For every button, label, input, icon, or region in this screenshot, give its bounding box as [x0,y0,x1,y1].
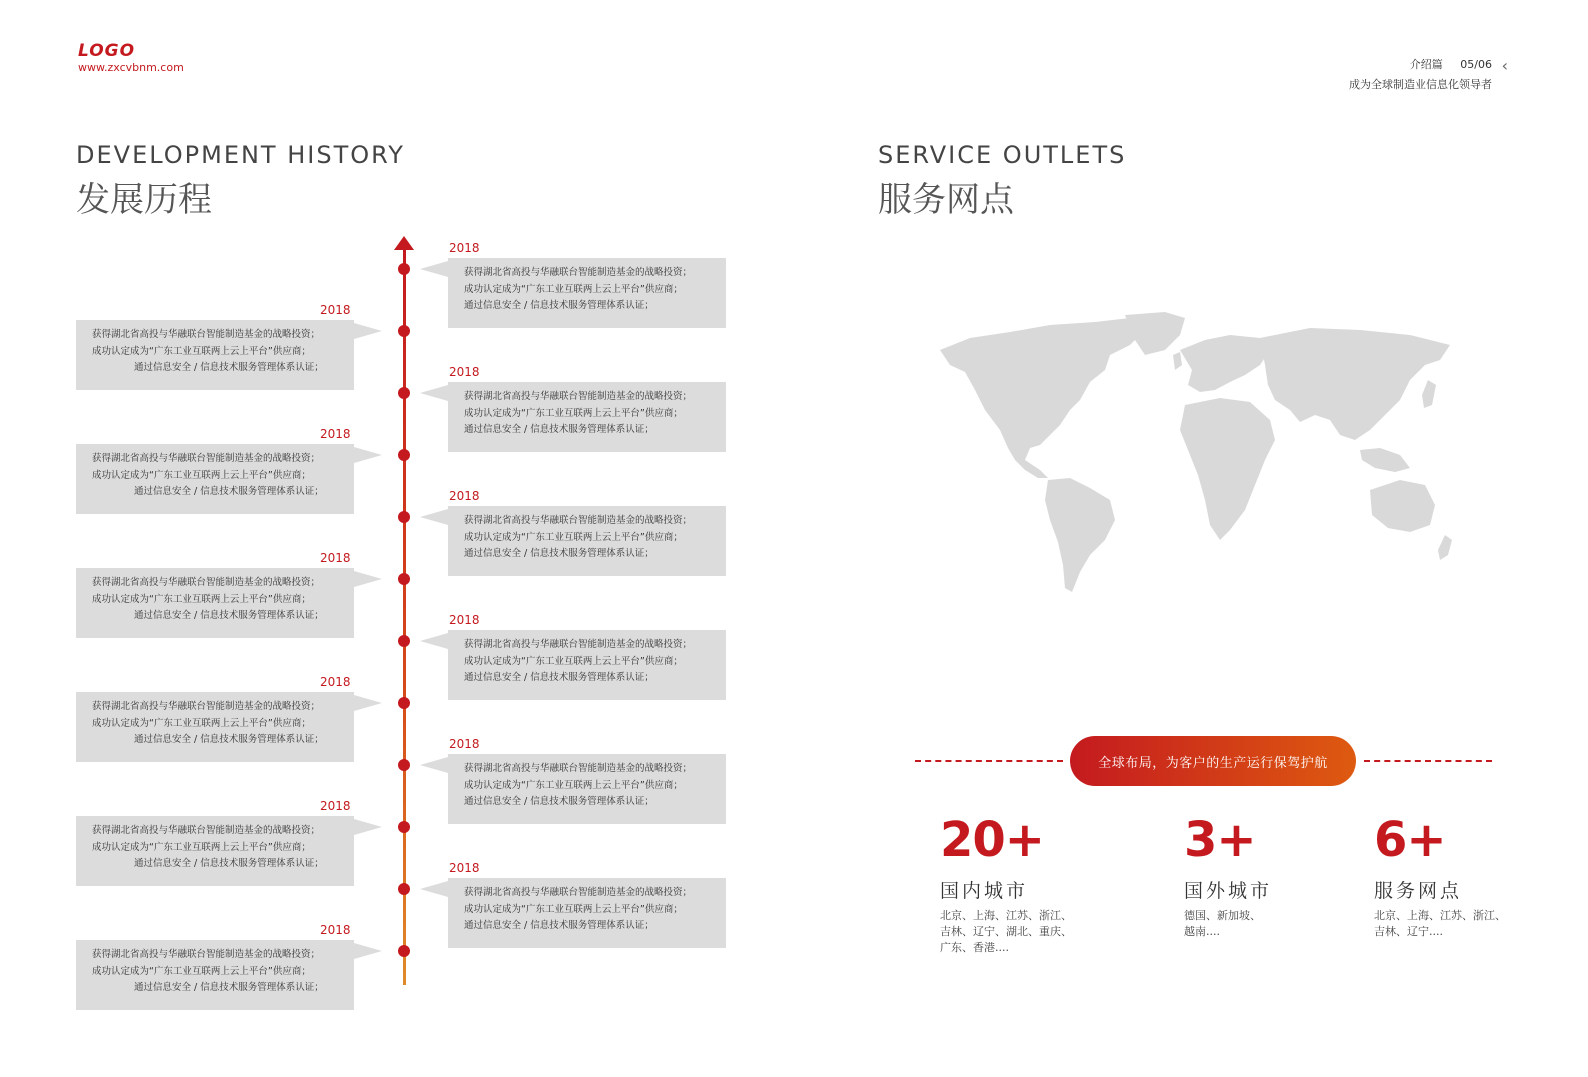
timeline-card-line: 通过信息安全 / 信息技术服务管理体系认证； [134,486,324,497]
slogan: 成为全球制造业信息化领导者 [1349,78,1492,91]
timeline-card-line: 获得湖北省高投与华融联台智能制造基金的战略投资； [92,577,321,588]
map-europe [1180,335,1270,392]
stat-description-line: 广东、香港.... [940,941,1009,954]
timeline-card-line: 获得湖北省高投与华融联台智能制造基金的战略投资； [464,887,693,898]
timeline-card-line: 成功认定成为“广东工业互联两上云上平台”供应商； [92,593,311,605]
stat-description [940,908,1072,956]
timeline-year: 2018 [449,613,480,627]
stat-number: 20+ [940,812,1045,868]
timeline-pointer [354,943,382,959]
website-url[interactable]: www.zxcvbnm.com [78,61,184,74]
timeline-card-line: 成功认定成为“广东工业互联两上云上平台”供应商； [464,283,683,295]
timeline-year: 2018 [320,799,351,813]
timeline-year: 2018 [320,923,351,937]
timeline-year: 2018 [449,241,480,255]
timeline-card-line: 获得湖北省高投与华融联台智能制造基金的战略投资； [464,763,693,774]
timeline-dot [398,387,410,399]
map-japan [1422,380,1436,408]
timeline-card-line: 通过信息安全 / 信息技术服务管理体系认证； [464,796,654,807]
timeline-card [76,816,354,886]
chevron-left-icon[interactable]: ‹ [1501,56,1508,75]
timeline-pointer [354,447,382,463]
timeline-card-line: 通过信息安全 / 信息技术服务管理体系认证； [464,548,654,559]
timeline-pointer [420,757,448,773]
stat-number: 3+ [1184,812,1256,868]
map-south-america [1045,478,1115,592]
map-se-asia [1360,448,1410,472]
timeline-pointer [420,633,448,649]
timeline-card [448,382,726,452]
timeline-pointer [420,385,448,401]
stat-description-line: 吉林、辽宁.... [1374,925,1443,938]
timeline-dot [398,759,410,771]
timeline-card [76,568,354,638]
tagline-dash-right [1364,760,1492,762]
timeline-pointer [420,509,448,525]
section-name: 介绍篇 [1409,58,1443,71]
timeline-year: 2018 [320,427,351,441]
tagline-dash-left [915,760,1063,762]
timeline-card-line: 通过信息安全 / 信息技术服务管理体系认证； [464,424,654,435]
timeline-pointer [354,323,382,339]
world-map [930,310,1475,600]
stat-description-line: 德国、新加坡、 [1184,909,1261,922]
stat-description-line: 北京、上海、江苏、浙江、 [940,909,1072,922]
timeline-card [76,940,354,1010]
timeline-card-line: 成功认定成为“广东工业互联两上云上平台”供应商； [464,407,683,419]
timeline-card-line: 通过信息安全 / 信息技术服务管理体系认证； [134,610,324,621]
timeline-card-line: 成功认定成为“广东工业互联两上云上平台”供应商； [464,655,683,667]
timeline-card-line: 成功认定成为“广东工业互联两上云上平台”供应商； [92,965,311,977]
stat-label: 国外城市 [1184,880,1273,902]
timeline-dot [398,573,410,585]
stat-description [1374,908,1506,940]
timeline-card-line: 成功认定成为“广东工业互联两上云上平台”供应商； [464,531,683,543]
timeline-dot [398,325,410,337]
map-africa [1180,398,1275,540]
map-new-zealand [1438,535,1452,560]
timeline-card-line: 获得湖北省高投与华融联台智能制造基金的战略投资； [464,391,693,402]
timeline-card-line: 通过信息安全 / 信息技术服务管理体系认证； [134,858,324,869]
timeline-card [76,444,354,514]
stat-description [1184,908,1261,940]
timeline-year: 2018 [320,551,351,565]
timeline-card [448,630,726,700]
timeline-card-line: 成功认定成为“广东工业互联两上云上平台”供应商； [464,903,683,915]
timeline-card-line: 获得湖北省高投与华融联台智能制造基金的战略投资； [92,453,321,464]
timeline-card-line: 获得湖北省高投与华融联台智能制造基金的战略投资； [92,949,321,960]
stat-description-line: 越南.... [1184,925,1220,938]
timeline-card-line: 通过信息安全 / 信息技术服务管理体系认证； [134,362,324,373]
timeline-card [76,692,354,762]
timeline-pointer [420,881,448,897]
timeline-card-line: 成功认定成为“广东工业互联两上云上平台”供应商； [92,345,311,357]
stat-description-line: 吉林、辽宁、湖北、重庆、 [940,925,1072,938]
stat-description-line: 北京、上海、江苏、浙江、 [1374,909,1506,922]
timeline-card-line: 成功认定成为“广东工业互联两上云上平台”供应商； [92,717,311,729]
timeline-card [448,258,726,328]
map-australia [1370,480,1435,532]
timeline-dot [398,945,410,957]
timeline-card-line: 成功认定成为“广东工业互联两上云上平台”供应商； [92,841,311,853]
timeline-year: 2018 [449,861,480,875]
timeline-pointer [354,819,382,835]
stat-number: 6+ [1374,812,1446,868]
stat-label: 服务网点 [1374,880,1463,902]
timeline-card-line: 获得湖北省高投与华融联台智能制造基金的战略投资； [92,329,321,340]
timeline-year: 2018 [449,737,480,751]
page-number: 05/06 [1460,58,1492,71]
timeline-card-line: 成功认定成为“广东工业互联两上云上平台”供应商； [92,469,311,481]
timeline-pointer [420,261,448,277]
timeline-card [76,320,354,390]
logo: LOGO [78,41,136,61]
timeline-card-line: 通过信息安全 / 信息技术服务管理体系认证； [464,300,654,311]
timeline-card-line: 通过信息安全 / 信息技术服务管理体系认证； [134,982,324,993]
timeline-year: 2018 [320,675,351,689]
timeline-dot [398,635,410,647]
map-uk [1173,352,1182,370]
history-title-en: DEVELOPMENT HISTORY [76,141,405,169]
outlets-title-en: SERVICE OUTLETS [878,141,1127,169]
timeline-axis [403,248,406,985]
timeline-dot [398,263,410,275]
timeline-card [448,506,726,576]
page-header-info [1349,56,1492,92]
timeline-card-line: 通过信息安全 / 信息技术服务管理体系认证； [464,920,654,931]
timeline-card-line: 获得湖北省高投与华融联台智能制造基金的战略投资； [92,701,321,712]
timeline-dot [398,449,410,461]
map-greenland [1125,312,1185,355]
timeline-pointer [354,571,382,587]
timeline-dot [398,697,410,709]
timeline-card-line: 获得湖北省高投与华融联台智能制造基金的战略投资； [464,515,693,526]
timeline-year: 2018 [449,365,480,379]
timeline-card-line: 获得湖北省高投与华融联台智能制造基金的战略投资； [464,267,693,278]
map-north-america [940,318,1145,478]
stat-label: 国内城市 [940,880,1029,902]
timeline-card-line: 通过信息安全 / 信息技术服务管理体系认证； [134,734,324,745]
timeline-card-line: 通过信息安全 / 信息技术服务管理体系认证； [464,672,654,683]
timeline-year: 2018 [320,303,351,317]
timeline-card-line: 获得湖北省高投与华融联台智能制造基金的战略投资； [464,639,693,650]
outlets-title-cn: 服务网点 [878,180,1014,220]
timeline-dot [398,511,410,523]
timeline-pointer [354,695,382,711]
history-title-cn: 发展历程 [76,180,212,220]
timeline-dot [398,821,410,833]
timeline-year: 2018 [449,489,480,503]
timeline-dot [398,883,410,895]
map-asia [1260,328,1450,440]
timeline-card [448,878,726,948]
timeline-card-line: 获得湖北省高投与华融联台智能制造基金的战略投资； [92,825,321,836]
timeline-card [448,754,726,824]
tagline-badge: 全球布局，为客户的生产运行保驾护航 [1070,736,1356,786]
timeline-card-line: 成功认定成为“广东工业互联两上云上平台”供应商； [464,779,683,791]
